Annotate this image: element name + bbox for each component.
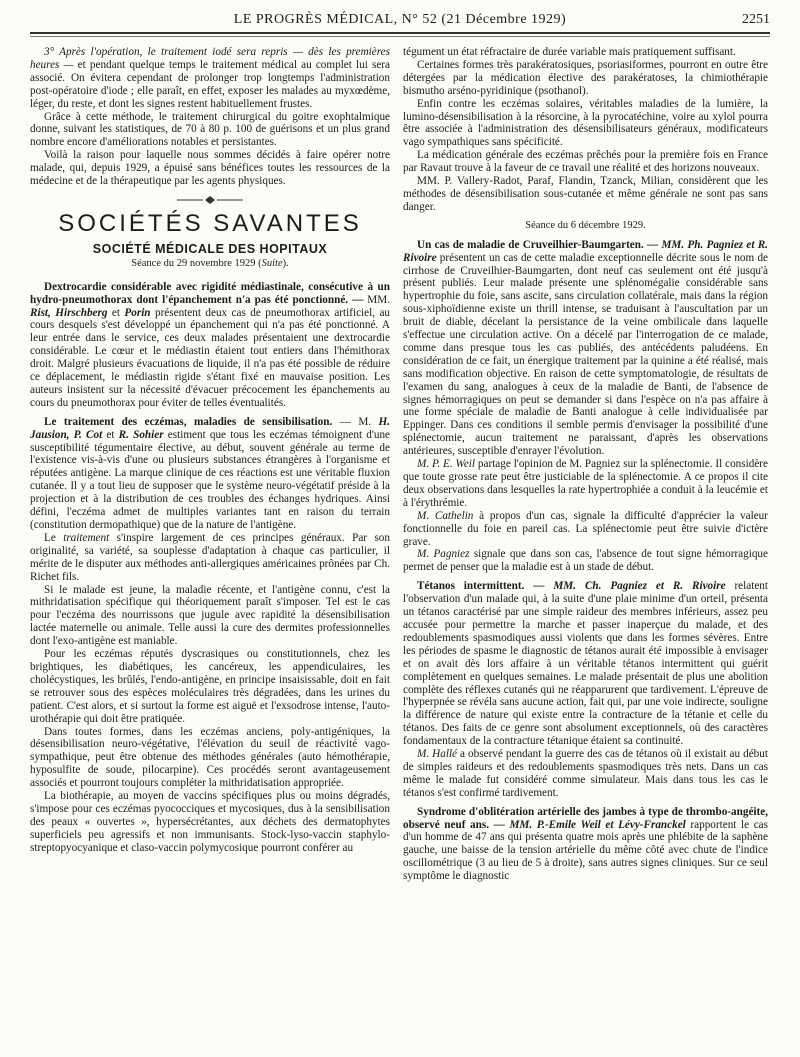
- paragraph: M. Pagniez signale que dans son cas, l'absence de tout signe hémorragique permet de penser que la maladie est à un stade de début.: [403, 548, 768, 574]
- paragraph: MM. P. Vallery-Radot, Paraf, Flandin, Tzanck, Milian, considèrent que les méthodes de désensibilisation sous-cutanée et même générale ne sont pas sans danger.: [403, 175, 768, 213]
- section-title: SOCIÉTÉS SAVANTES: [58, 209, 362, 237]
- paragraph-eczemas: Le traitement des eczémas, maladies de sensibilisation. — M. H. Jausion, P. Cot et R. Sohier estiment que tous les eczémas témoignent d'une susceptibilité tégumentaire élective, au début, souvent générale au terme de l'existence vis-à-vis d'une ou plusieurs substances étrangères à l'organisme et réputées antigène. La marque clinique de ces réactions est une véritable fluxion cutanée. Il y a tout lieu de supposer que le système neuro-végétatif préside à la projection et à la distribution de ces troubles des échanges hydriques. Ainsi défini, l'eczéma admet de multiples variantes tant en raison du terrain (constitution dermopathique) que de la nature de l'antigène.: [30, 415, 391, 531]
- header-rule-thin: [30, 36, 770, 37]
- session-date: Séance du 6 décembre 1929.: [525, 219, 646, 231]
- paragraph: Si le malade est jeune, la maladie récente, et l'antigène connu, c'est la mithridatisation spécifique qui théoriquement paraît s'imposer. Tel est le cas pour l'eczéma des nourrissons que jugule avec rapidité la désensibilisation lactée maternelle ou animale. Telle aussi la cure des dermites professionnelles dont l'exo-antigène est maniable.: [30, 583, 390, 648]
- paragraph: La médication générale des eczémas prêchés pour la première fois en France par Ravaut trouve à la faveur de ce travail une réalité et des horizons nouveaux.: [403, 149, 768, 175]
- page-number: 2251: [742, 12, 770, 27]
- paragraph: M. Cathelin à propos d'un cas, signale la difficulté d'apprécier la valeur fonctionnelle du foie en pareil cas. La splénectomie peut être suivie d'ictère grave.: [403, 509, 768, 548]
- running-header: [30, 10, 770, 32]
- paragraph-thrombo: Syndrome d'oblitération artérielle des jambes à type de thrombo-angéite, observé neuf ans. — MM. P.-Emile Weil et Lévy-Franckel rapportent le cas d'un homme de 47 ans qui présenta quatre mois après une phlébite de la saphène gauche, une baisse de la tension artérielle du même côté avec chute de l'indice oscillométrique (3 au lieu de 5 à droite), sans autres signes cliniques. Sur ce seul symptôme le diagnostic: [403, 805, 768, 883]
- paragraph: La biothérapie, au moyen de vaccins spécifiques plus ou moins dégradés, s'impose pour ces eczémas pyococciques et mycosiques, dus à la sensibilisation des peaux « ouvertes », hypersécrétantes, aux déchets des dermatophytes superficiels peu agressifs et non immunisants. Stock-lyso-vaccin staphylo-streptopyocyanique et claso-vaccin polymycosique pourront conférer au: [30, 790, 390, 854]
- paragraph: Certaines formes très parakératosiques, psoriasiformes, pourront en outre être détergées par la médication élective des parakératoses, la chimiothérapie bismutho arséno-pyridinique (psothanol).: [403, 58, 768, 97]
- paragraph: Voilà la raison pour laquelle nous sommes décidés à faire opérer notre malade, qui, depuis 1929, a épuisé sans bénéfices toutes les ressources de la médecine et de la thérapeutique par les agents physiques.: [30, 149, 390, 188]
- paragraph: Enfin contre les eczémas solaires, véritables maladies de la lumière, la lumino-désensibilisation à la résorcine, à la pyrocatéchine, voire au xylol pourra être associée à l'administration des désensibilisateurs généraux, modificateurs vago sympathiques sans spécificité.: [403, 97, 768, 149]
- paragraph-cruveilhier: Un cas de maladie de Cruveilhier-Baumgarten. — MM. Ph. Pagniez et R. Rivoire présentent un cas de cette maladie exceptionnelle décrite sous le nom de cirrhose de Cruveilhier-Baumgarten, dont neuf cas seulement ont été jusqu'à présent publiés. Leur malade présente une splénomégalie considérable sans hypertrophie du foie, sans ascite, sans circulation collatérale, mais dans la région sous-xiphoïdienne existe un thrill intense, se traduisant à l'auscultation par un bruit de diable, décelant la persistance de la veine ombilicale dans laquelle s'effectue une circulation active. On a décelé par l'interrogation de ce malade, comme dans presque tous les cas publiés, des antécédents paludéens. En considération de ce fait, un énergique traitement par la quinine a été réalisé, mais sans modification objective. En raison de cette symptomatologie, de résultats de l'examen du sang, analogues à ceux de la maladie de Banti, de l'absence de signes hémorragiques on peut se demander si dans l'espèce on n'a pas affaire à une forme spéciale de maladie de Banti analogue à celle individualisée par Eppinger. Dans ces conditions il semble permis d'envisager la possibilité d'une splénectomie, aucun traitement ne paraissant, d'après les observations antérieures, susceptible d'enrayer l'évolution.: [403, 238, 768, 458]
- journal-title: LE PROGRÈS MÉDICAL, N° 52 (21 Décembre 1929): [233, 12, 567, 27]
- paragraph-tetanos: Tétanos intermittent. — MM. Ch. Pagniez et R. Rivoire relatent l'observation d'un malade qui, à la suite d'une plaie minime d'un orteil, présenta un tétanos caractérisé par une simple raideur des membres inférieurs, assez peu accusée pour permettre la marche et passer inaperçue du malade, et des redoublements spasmodiques aussi violents que dans les formes sévères. Entre les périodes de spasme le diagnostic de tétanos aurait été impossible à envisager et on avait dès lors affaire à un véritable tétanos intermittent qui guérit complètement en quelques semaines. Le malade présentait de plus une abolition complète des réflexes cutanés qui ne réapparurent que tardivement. L'épreuve de l'hyperpnée se révéla sans aucune action, fait qui, par une voie indirecte, souligne la différence de nature qui existe entre la contracture de la tétanie et celle du tétanos. Des faits de ce genre sont absolument exceptionnels, où des caractères fondamentaux de la contracture tétanique étaient sa continuité.: [403, 580, 768, 748]
- paragraph: M. P. E. Weil partage l'opinion de M. Pagniez sur la splénectomie. Il considère que toute grosse rate peut être justiciable de la splénectomie. A ce propos il cite deux observations dans lesquelles la rate hypertrophiée a conduit à la leucémie et à l'érythrémie.: [403, 458, 768, 509]
- paragraph: Dans toutes formes, dans les eczémas anciens, poly-antigéniques, la désensibilisation neuro-végétative, l'élévation du seuil de réactivité vago-sympathique, peut être obtenue des méthodes générales (auto hémothérapie, hyposulfite de soude, pilocarpine). Ces procédés seront avantageusement associés et pourront toujours compléter la mithridatisation appropriée.: [30, 725, 390, 790]
- paragraph-dextrocardie: Dextrocardie considérable avec rigidité médiastinale, consécutive à un hydro-pneumothorax dont l'épanchement n'a pas été ponctionné. — MM. Rist, Hirschberg et Porin présentent deux cas de pneumothorax artificiel, au cours desquels s'est développé un épanchement qui n'a pas été ponctionné. A leur entrée dans le service, ces deux malades présentaient une dextrocardie considérable. Le cœur et le médiastin étaient tout entiers dans l'hémithorax droit. Malgré plusieurs évacuations de liquide, il n'a pas été possible de réduire ce déplacement, le médiastin rigide s'étant fixé en mauvaise position. Les auteurs insistent sur la nécessité d'évacuer précocement les épanchements au cours du pneumothorax pour éviter de telles éventualités.: [30, 280, 390, 409]
- paragraph: Grâce à cette méthode, le traitement chirurgical du goitre exophtalmique donne, suivant les statistiques, de 70 à 80 p. 100 de guérisons et un plus grand nombre encore d'améliorations notables et persistantes.: [30, 110, 390, 149]
- paragraph: Pour les eczémas réputés dyscrasiques ou constitutionnels, chez les brightiques, les diabétiques, les cancéreux, les appendiculaires, les cholécystiques, les brûlés, l'endo-antigène, en principe insaisissable, doit en fait se retrouver sous des espèces moléculaires très dégradées, dans les urines du patient. C'est alors, et si surtout la forme est aiguë et l'exsodrose intense, l'auto-urothérapie qui doit être pratiquée.: [30, 648, 390, 725]
- paragraph: tégument un état réfractaire de durée variable mais pratiquement suffisant.: [403, 46, 736, 58]
- right-column: [403, 46, 768, 883]
- header-rule: [30, 32, 770, 34]
- ornament-divider: [30, 194, 390, 208]
- paragraph: 3° Après l'opération, le traitement iodé sera repris — dès les premières heures — et pendant quelque temps le traitement médical au complet lui sera associé. On évitera cependant de prolonger trop longtemps l'administration post-opératoire d'iode ; elle paraît, en effet, exposer les malades au myxœdème, léger, du reste, et dont les signes restent habituellement frustes.: [30, 46, 390, 110]
- paragraph: Le traitement s'inspire largement de ces principes généraux. Par son originalité, sa variété, sa souplesse d'adaptation à chaque cas particulier, il mérite de le disputer aux méthodes anti-allergiques américaines prônées par Ch. Richet fils.: [30, 531, 390, 583]
- session-date: Séance du 29 novembre 1929 (Suite).: [131, 257, 289, 269]
- society-title: SOCIÉTÉ MÉDICALE DES HOPITAUX: [92, 241, 328, 256]
- paragraph: M. Hallé a observé pendant la guerre des cas de tétanos où il existait au début de simples raideurs et des redoublements spasmodiques très nets. Dans un cas même le malade fut considéré comme simulateur. Mais dans tous les cas le tétanos s'est confirmé tardivement.: [403, 748, 768, 799]
- left-column: [30, 46, 390, 855]
